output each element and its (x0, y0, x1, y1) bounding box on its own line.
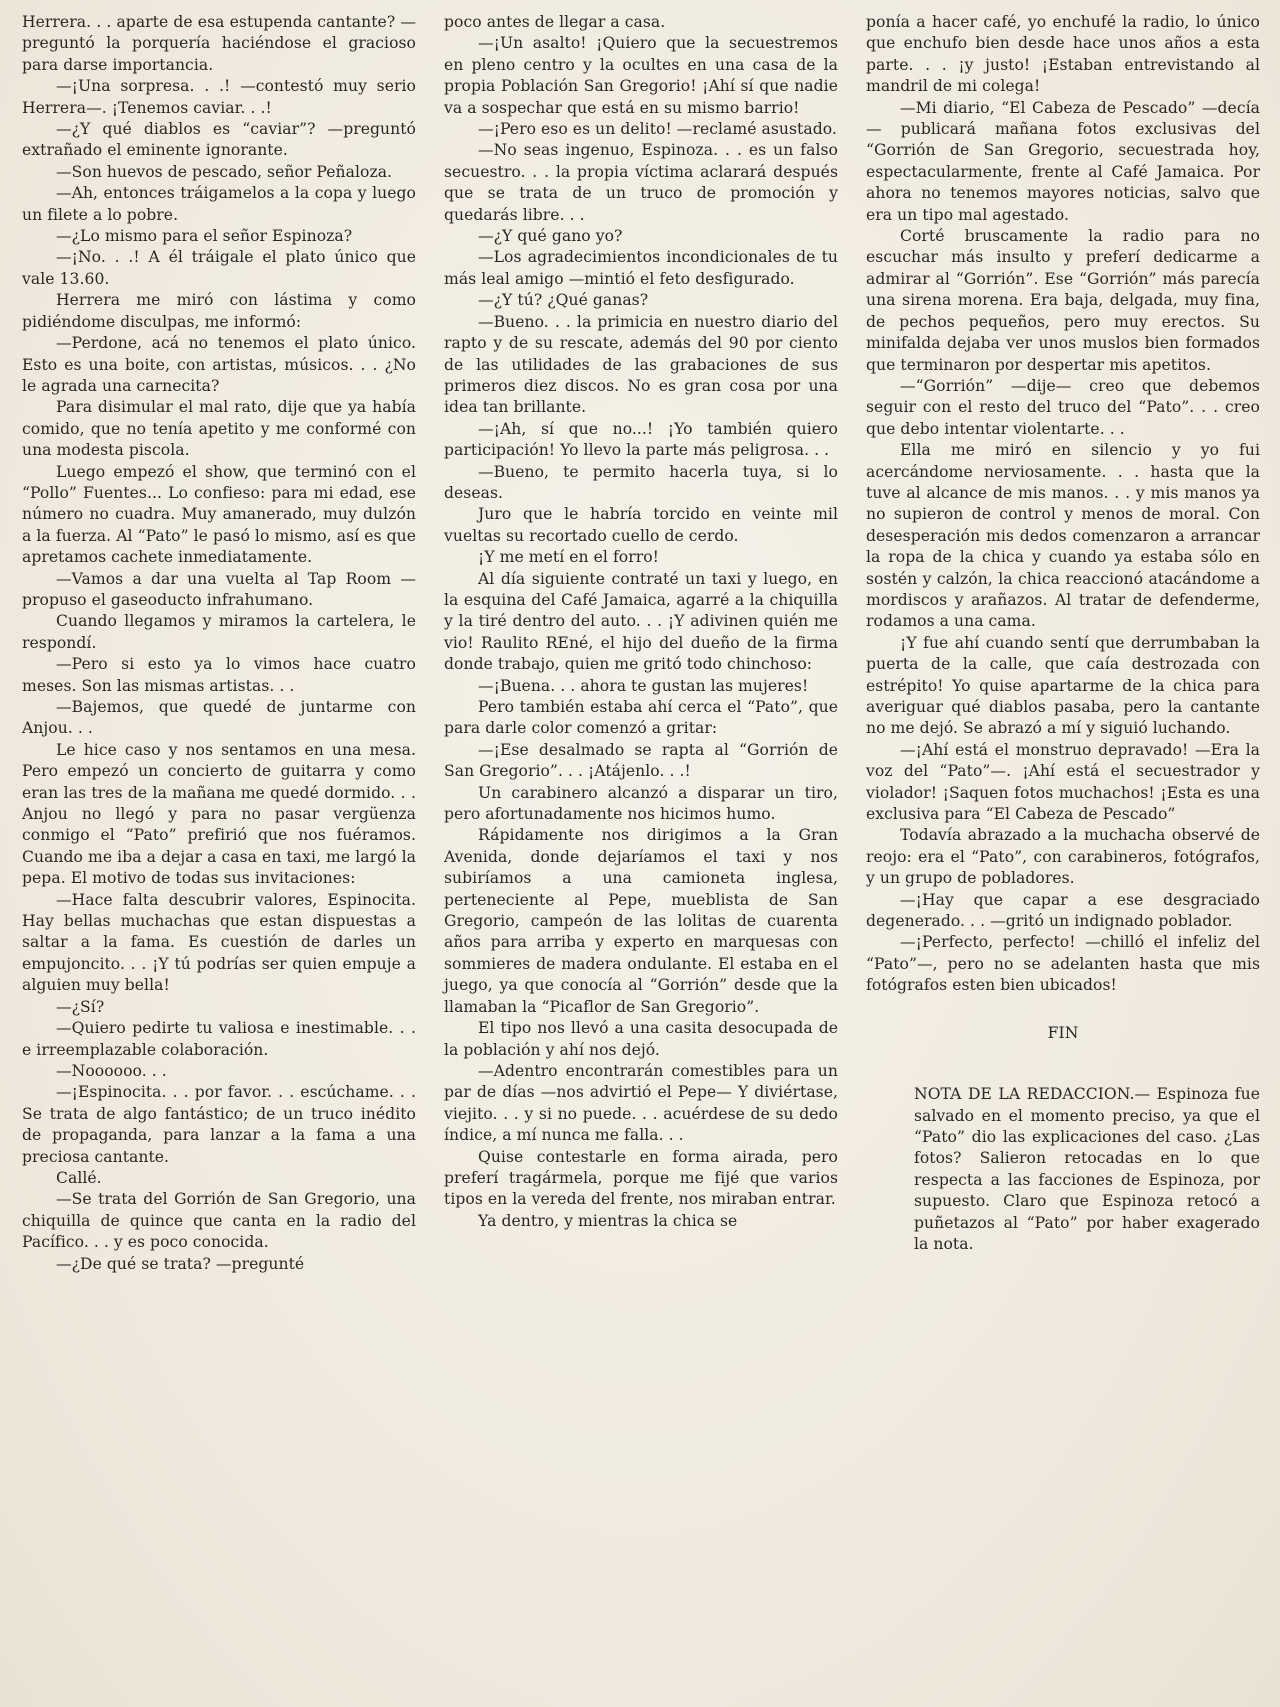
paragraph: —Bueno, te permito hacerla tuya, si lo deseas. (444, 462, 838, 502)
paragraph: Rápidamente nos dirigimos a la Gran Avenida, donde dejaríamos el taxi y nos subiríamos a una camioneta inglesa, perteneciente al Pepe, mueblista de San Gregorio, campeón de las lolitas de cuarenta años para arriba y experto en marquesas con sommieres de madera ondulante. El estaba en el juego, ya que conocía al “Gorrión” desde que la llamaban la “Picaflor de San Gregorio”. (444, 826, 838, 1016)
end-marker: FIN (1047, 1023, 1079, 1042)
editor-note: NOTA DE LA REDACCION.— Espinoza fue salvado en el momento preciso, ya que el “Pato” dio las explicaciones del caso. ¿Las fotos? Salieron retocadas en lo que respecta a las facciones de Espinoza, por supuesto. Claro que Espinoza retocó a puñetazos al “Pato” por haber exagerado la nota. (914, 1085, 1260, 1253)
paragraph: —Se trata del Gorrión de San Gregorio, una chiquilla de quince que canta en la radio del Pacífico. . . y es poco conocida. (22, 1190, 416, 1252)
paragraph: —¡Ah, sí que no...! ¡Yo también quiero participación! Yo llevo la parte más peligrosa. . . (444, 419, 838, 460)
paragraph: Juro que le habría torcido en veinte mil vueltas su recortado cuello de cerdo. (444, 505, 838, 545)
paragraph: Luego empezó el show, que terminó con el “Pollo” Fuentes... Lo confieso: para mi edad, ese número no cuadra. Muy amanerado, muy dulzón a la fuerza. Al “Pato” le pasó lo mismo, así es que apretamos cachete inmediatamente. (22, 462, 416, 567)
paragraph: Al día siguiente contraté un taxi y luego, en la esquina del Café Jamaica, agarré a la chiquilla y la tiré dentro del auto. . . ¡Y adivinen quién me vio! Raulito REné, el hijo del dueño de la firma donde trabajo, quien me gritó todo chinchoso: (444, 569, 838, 674)
paragraph: —“Gorrión” —dije— creo que debemos seguir con el resto del truco del “Pato”. . . creo que debo intentar violentarte. . . (866, 376, 1260, 438)
paragraph: —¡Ese desalmado se rapta al “Gorrión de San Gregorio”. . . ¡Atájenlo. . .! (444, 740, 838, 781)
paragraph: Herrera me miró con lástima y como pidiéndome disculpas, me informó: (22, 291, 416, 331)
paragraph: —¿Y qué diablos es “caviar”? —preguntó extrañado el eminente ignorante. (22, 120, 416, 160)
column-3 (866, 12, 1260, 1707)
paragraph: Ella me miró en silencio y yo fui acercándome nerviosamente. . . hasta que la tuve al alcance de mis manos. . . y mis manos ya no supieron de control y menos de moral. Con desesperación mis dedos comenzaron a arrancar la ropa de la chica y cuando ya estaba sólo en sostén y calzón, la chica reaccionó atacándome a mordiscos y arañazos. Al tratar de defenderme, rodamos a una cama. (866, 441, 1260, 631)
paragraph: —¿Y qué gano yo? (478, 227, 623, 246)
paragraph: —¿Sí? (56, 997, 105, 1016)
paragraph: —¡Buena. . . ahora te gustan las mujeres! (478, 676, 809, 695)
paragraph: —Mi diario, “El Cabeza de Pescado” —decía— publicará mañana fotos exclusivas del “Gorrión de San Gregorio, secuestrada hoy, espectacularmente, frente al Café Jamaica. Por ahora no tenemos mayores noticias, salvo que era un tipo mal agestado. (866, 98, 1260, 224)
paragraph: El tipo nos llevó a una casita desocupada de la población y ahí nos dejó. (444, 1019, 838, 1059)
paragraph: —Pero si esto ya lo vimos hace cuatro meses. Son las mismas artistas. . . (22, 655, 416, 695)
paragraph: Cuando llegamos y miramos la cartelera, le respondí. (22, 612, 416, 652)
paragraph: Ya dentro, y mientras la chica se (478, 1211, 738, 1230)
paragraph: Pero también estaba ahí cerca el “Pato”, que para darle color comenzó a gritar: (444, 698, 838, 738)
paragraph: poco antes de llegar a casa. (444, 13, 666, 31)
paragraph: —Perdone, acá no tenemos el plato único. Esto es una boite, con artistas, músicos. . . ¿No le agrada una carnecita? (22, 334, 416, 395)
paragraph: Callé. (56, 1168, 102, 1187)
paragraph: —¡Ahí está el monstruo depravado! —Era la voz del “Pato”—. ¡Ahí está el secuestrador y violador! ¡Saquen fotos muchachos! ¡Esta es una exclusiva para “El Cabeza de Pescado” (866, 740, 1260, 824)
paragraph: —¡Una sorpresa. . .! —contestó muy serio Herrera—. ¡Tenemos caviar. . .! (22, 77, 416, 117)
paragraph: —¡Un asalto! ¡Quiero que la secuestremos en pleno centro y la ocultes en una casa de la propia Población San Gregorio! ¡Ahí sí que nadie va a sospechar que está en su mismo barrio! (444, 34, 838, 117)
paragraph: ¡Y fue ahí cuando sentí que derrumbaban la puerta de la calle, que caía destrozada con estrépito! Yo quise apartarme de la chica para averiguar qué diablos pasaba, pero la cantante no me dejó. Se abrazó a mí y siguió luchando. (866, 633, 1260, 738)
paragraph: Todavía abrazado a la muchacha observé de reojo: era el “Pato”, con carabineros, fotógrafos, y un grupo de pobladores. (866, 826, 1260, 888)
paragraph: —Los agradecimientos incondicionales de tu más leal amigo —mintió el feto desfigurado. (444, 248, 838, 288)
paragraph: —Adentro encontrarán comestibles para un par de días —nos advirtió el Pepe— Y diviértase, viejito. . . y si no puede. . . acuérdese de su dedo índice, a mí nunca me falla. . . (444, 1061, 838, 1145)
paragraph: —¡No. . .! A él tráigale el plato único que vale 13.60. (22, 248, 416, 288)
paragraph: —Ah, entonces tráigamelos a la copa y luego un filete a lo pobre. (22, 184, 416, 224)
paragraph: —¡Espinocita. . . por favor. . . escúchame. . . Se trata de algo fantástico; de un truco inédito de propaganda, para lanzar a la fama a una preciosa cantante. (22, 1083, 416, 1166)
paragraph: —Bueno. . . la primicia en nuestro diario del rapto y de su rescate, además del 90 por ciento de las utilidades de las grabaciones de sus primeros diez discos. No es gran cosa por una idea tan brillante. (444, 312, 838, 417)
paragraph: —¿Y tú? ¿Qué ganas? (478, 291, 649, 310)
paragraph: Le hice caso y nos sentamos en una mesa. Pero empezó un concierto de guitarra y como eran las tres de la mañana me quedé dormido. . . Anjou no llegó y para no pasar vergüenza conmigo el “Pato” prefirió que nos fuéramos. Cuando me iba a dejar a casa en taxi, me largó la pepa. El motivo de todas sus invitaciones: (22, 740, 416, 888)
paragraph: Herrera. . . aparte de esa estupenda cantante? —preguntó la porquería haciéndose el gracioso para darse importancia. (22, 13, 416, 74)
editor-note-block (914, 1084, 1260, 1255)
paragraph: —Bajemos, que quedé de juntarme con Anjou. . . (22, 698, 416, 738)
paragraph: —¡Pero eso es un delito! —reclamé asustado. (478, 120, 837, 139)
paragraph: ¡Y me metí en el forro! (478, 548, 659, 567)
paragraph: —¡Hay que capar a ese desgraciado degenerado. . . —gritó un indignado poblador. (866, 890, 1260, 931)
paragraph: ponía a hacer café, yo enchufé la radio, lo único que enchufo bien desde hace unos años a esta parte. . . ¡y justo! ¡Estaban entrevistando al mandril de mi colega! (866, 13, 1260, 96)
paragraph: —Son huevos de pescado, señor Peñaloza. (56, 162, 393, 181)
paragraph: Quise contestarle en forma airada, pero preferí tragármela, porque me fijé que varios tipos en la vereda del frente, nos miraban entrar. (444, 1147, 838, 1209)
paragraph: —Vamos a dar una vuelta al Tap Room —propuso el gaseoducto infrahumano. (22, 569, 416, 609)
column-1 (22, 12, 416, 1707)
paragraph: —¿Lo mismo para el señor Espinoza? (56, 227, 353, 246)
paragraph: Un carabinero alcanzó a disparar un tiro, pero afortunadamente nos hicimos humo. (444, 783, 838, 824)
paragraph: —Hace falta descubrir valores, Espinocita. Hay bellas muchachas que estan dispuestas a saltar a la fama. Es cuestión de darles un empujoncito. . . ¡Y tú podrías ser quien empuje a alguien muy bella! (22, 890, 416, 995)
column-3-body (866, 12, 1260, 997)
paragraph: —No seas ingenuo, Espinoza. . . es un falso secuestro. . . la propia víctima aclarará después que se trata de un truco de promoción y quedarás libre. . . (444, 141, 838, 224)
paragraph: —¿De qué se trata? —pregunté (56, 1254, 305, 1273)
paragraph: —Quiero pedirte tu valiosa e inestimable. . . e irreemplazable colaboración. (22, 1019, 416, 1059)
paragraph: Corté bruscamente la radio para no escuchar más insulto y preferí dedicarme a admirar al “Gorrión”. Ese “Gorrión” más parecía una sirena morena. Era baja, delgada, muy fina, de pechos pequeños, pero muy erectos. Su minifalda dejaba ver unos muslos bien formados que terminaron por despertar mis apetitos. (866, 227, 1260, 374)
column-2 (444, 12, 838, 1707)
paragraph: Para disimular el mal rato, dije que ya había comido, que no tenía apetito y me conformé con una modesta piscola. (22, 398, 416, 460)
paragraph: —Noooooo. . . (56, 1061, 167, 1080)
paragraph: —¡Perfecto, perfecto! —chilló el infeliz del “Pato”—, pero no se adelanten hasta que mis fotógrafos esten bien ubicados! (866, 933, 1260, 995)
